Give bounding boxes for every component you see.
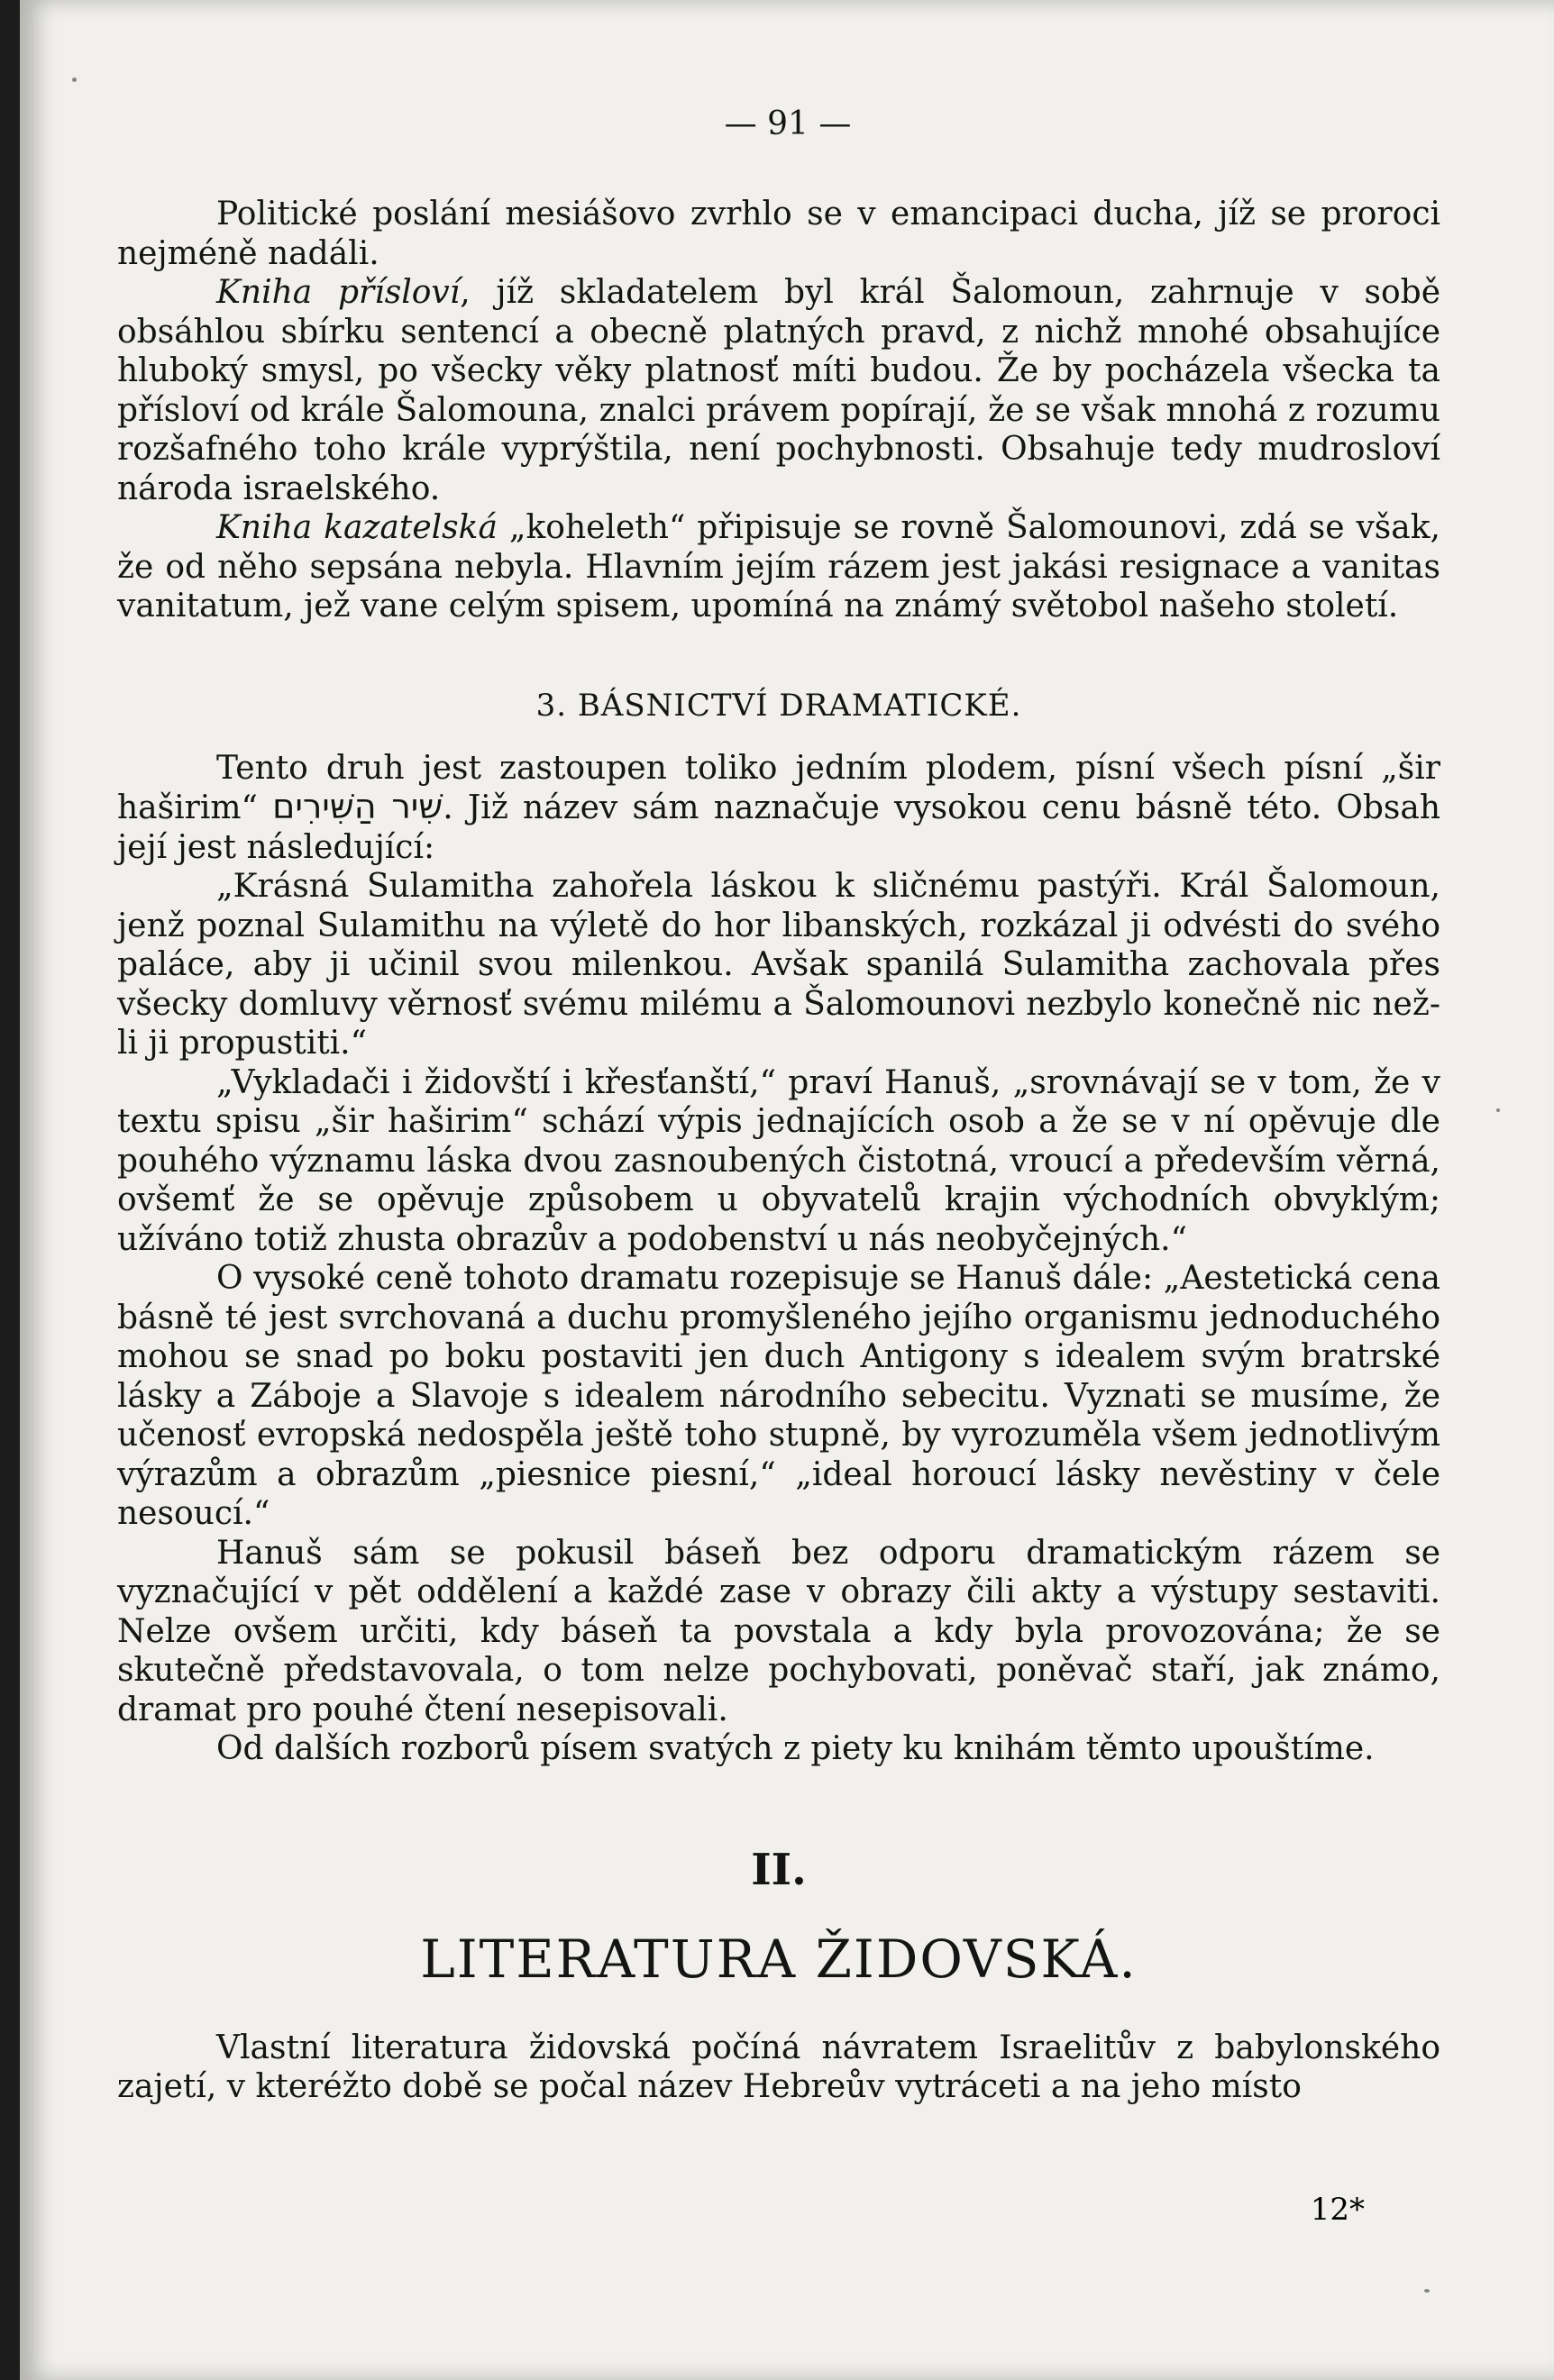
page-content xyxy=(117,97,1440,2107)
paragraph-messianic-mission xyxy=(117,195,1440,273)
paragraph-jewish-literature-start: Vlastní literatura židovská počíná návratem Israelitův z babylonského zajetí, v kteréžto době se počal název Hebreův vytráceti a na jeho místo xyxy=(117,2029,1440,2105)
paragraph-text: Tento druh jest zastoupen toliko jedním plodem, písní všech písní „šir haširim“ xyxy=(117,749,1440,826)
paragraph-text: „koheleth“ připisuje se rovně Šalomounovi, zdá se však, že od něho sepsána nebyla. Hlavním jejím rázem jest jakási resignace a vanitas vanitatum, jež vane celým spisem, upomíná na známý světobol našeho století. xyxy=(117,509,1440,625)
speck xyxy=(1424,2289,1430,2293)
paragraph-text: . Již název sám naznačuje vysokou cenu básně této. Obsah její jest následující: xyxy=(117,789,1441,866)
book-title-proverbs: Kniha přísloví xyxy=(216,274,461,311)
section-heading-dramatic-poetry: 3. BÁSNICTVÍ DRAMATICKÉ. xyxy=(535,687,1022,724)
quote-sulamitha-story: „Krásná Sulamitha zahořela láskou k sličnému pastýři. Král Šalomoun, jenž poznal Sulamithu na výletě do hor libanských, rozkázal ji odvésti do svého paláce, aby ji učinil svou milenkou. Avšak spanilá Sulamitha zachovala přes všecky domluvy věrnosť svému milému a Šalomounovi nezbylo konečně nic než-li ji propustiti.“ xyxy=(117,868,1440,1062)
paragraph-aesthetic-value: O vysoké ceně tohoto dramatu rozepisuje se Hanuš dále: „Aestetická cena básně té jest svrchovaná a duchu promyšleného jejího organismu jednoduchého mohou se snad po boku postaviti jen duch Antigony s idealem svým bratrské lásky a Záboje a Slavoje s idealem národního sebecitu. Vyznati se musíme, že učenosť evropská nedospěla ještě toho stupně, by vyrozuměla všem jednotlivým výrazům a obrazům „piesnice piesní,“ „ideal horoucí lásky nevěstiny v čele nesoucí.“ xyxy=(117,1260,1440,1532)
paragraph-song-of-songs-intro xyxy=(117,749,1440,868)
speck xyxy=(72,78,77,82)
printer-signature-mark: 12* xyxy=(1310,2192,1365,2228)
paragraph-further-analysis: Od dalších rozborů písem svatých z piety ku knihám těmto upouštíme. xyxy=(216,1730,1375,1767)
part-title: LITERATURA ŽIDOVSKÁ. xyxy=(420,1928,1138,1990)
part-number: II. xyxy=(751,1844,807,1895)
paragraph-hanus-arrangement: Hanuš sám se pokusil báseň bez odporu dramatickým rázem se vyznačující v pět oddělení a každé zase v obrazy čili akty a výstupy sestaviti. Nelze ovšem určiti, kdy báseň ta povstala a kdy byla provozována; že se skutečně představovala, o tom nelze pochybovati, poněvač staří, jak známo, dramat pro pouhé čtení nesepisovali. xyxy=(117,1534,1440,1728)
paragraph-text: Politické poslání mesiášovo zvrhlo se v emancipaci ducha, jíž se proroci nejméně nadáli. xyxy=(117,196,1440,272)
paragraph-book-of-proverbs xyxy=(117,273,1440,508)
book-page xyxy=(20,0,1554,2380)
speck xyxy=(1496,1108,1500,1112)
hebrew-title: שִׁיר הַשִּׁירִים xyxy=(272,787,443,826)
paragraph-ecclesiastes xyxy=(117,508,1440,626)
book-title-ecclesiastes: Kniha kazatelská xyxy=(216,509,498,546)
paragraph-text: , jíž skladatelem byl král Šalomoun, zahrnuje v sobě obsáhlou sbírku sentencí a obecně platných pravd, z nichž mnohé obsahujíce hluboký smysl, po všecky věky platnosť míti budou. Že by pocházela všecka ta přísloví od krále Šalomouna, znalci právem popírají, že se však mnohá z rozumu rozšafného toho krále vyprýštila, není pochybnosti. Obsahuje tedy mudrosloví národa israelského. xyxy=(117,274,1441,507)
quote-hanus-interpreters: „Vykladači i židovští i křesťanští,“ praví Hanuš, „srovnávají se v tom, že v textu spisu „šir haširim“ schází výpis jednajících osob a že se v ní opěvuje dle pouhého významu láska dvou zasnoubených čistotná, vroucí a především věrná, ovšemť že se opěvuje způsobem u obyvatelů krajin východních obvyklým; užíváno totiž zhusta obrazův a podobenství u nás neobyčejných.“ xyxy=(117,1063,1440,1258)
page-number: — 91 — xyxy=(724,105,852,142)
